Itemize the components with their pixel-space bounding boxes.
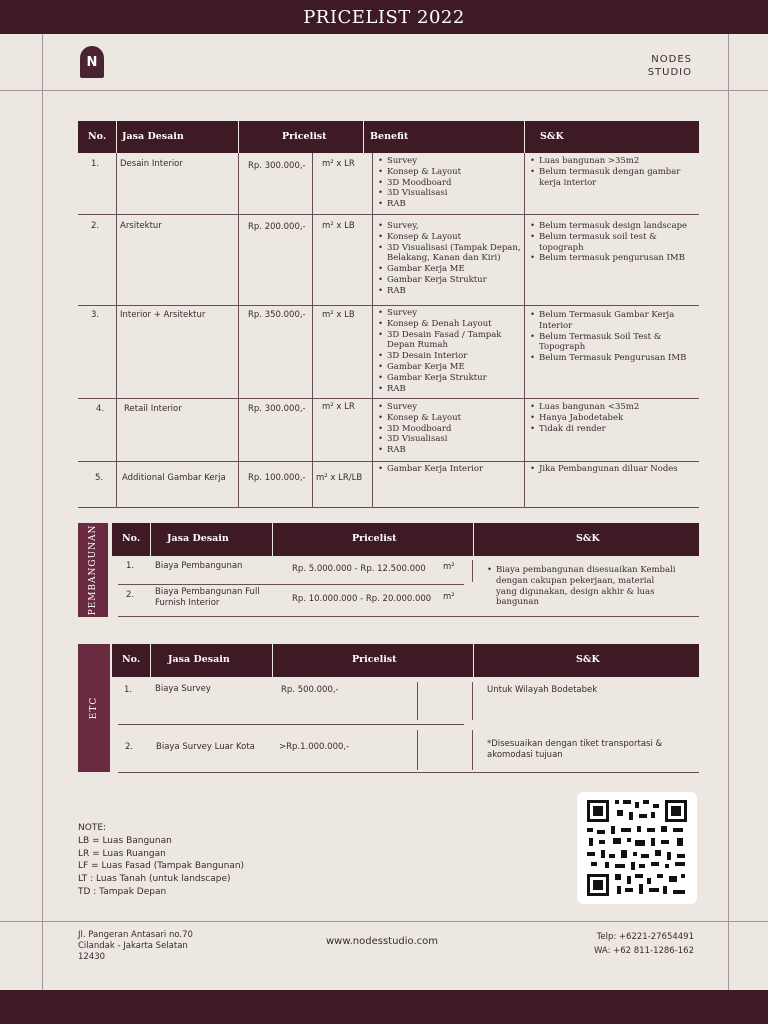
page-title: PRICELIST 2022 bbox=[303, 7, 465, 28]
col-line bbox=[472, 730, 473, 770]
row-divider bbox=[78, 398, 699, 399]
footer-website-link[interactable]: www.nodesstudio.com bbox=[326, 936, 439, 947]
row-price: Rp. 300.000,- bbox=[248, 404, 306, 414]
row-price: Rp. 350.000,- bbox=[248, 310, 306, 320]
list-item: • Survey, bbox=[378, 221, 523, 232]
row-unit: m² bbox=[443, 592, 455, 602]
pembangunan-terms bbox=[487, 565, 677, 608]
list-item: • Belum Termasuk Gambar Kerja Interior bbox=[530, 310, 695, 332]
header-pricelist: Pricelist bbox=[352, 654, 397, 665]
header-terms: S&K bbox=[540, 131, 564, 142]
list-item: • Luas bangunan <35m2 bbox=[530, 402, 695, 413]
col-line bbox=[417, 730, 418, 770]
row-service: Biaya Pembangunan Full Furnish Interior bbox=[155, 587, 260, 608]
row-terms: Untuk Wilayah Bodetabek bbox=[487, 685, 598, 695]
list-item: • 3D Visualisasi (Tampak Depan, Belakang, Kanan dan Kiri) bbox=[378, 243, 523, 265]
header-terms: S&K bbox=[576, 654, 600, 665]
list-item: • RAB bbox=[378, 286, 523, 297]
row-price: Rp. 100.000,- bbox=[248, 473, 306, 483]
row-service: Interior + Arsitektur bbox=[120, 310, 206, 320]
row-divider bbox=[78, 305, 699, 306]
header-no: No. bbox=[122, 533, 141, 544]
row-terms bbox=[530, 310, 695, 364]
brand-name-line2: STUDIO bbox=[647, 67, 692, 78]
pembangunan-table-header bbox=[112, 523, 699, 556]
list-item: LF = Luas Fasad (Tampak Bangunan) bbox=[78, 861, 245, 872]
row-terms bbox=[530, 156, 695, 188]
list-item: • Konsep & Layout bbox=[378, 232, 523, 243]
pembangunan-side-label: PEMBANGUNAN bbox=[78, 523, 108, 617]
header-terms: S&K bbox=[576, 533, 600, 544]
row-unit: m² x LB bbox=[322, 221, 355, 231]
row-price: Rp. 10.000.000 - Rp. 20.000.000 bbox=[292, 594, 432, 604]
row-no: 1. bbox=[124, 685, 133, 695]
row-benefits bbox=[378, 402, 523, 456]
address-line: Cilandak - Jakarta Selatan bbox=[78, 941, 188, 951]
row-terms bbox=[530, 464, 695, 475]
list-item: • RAB bbox=[378, 199, 523, 210]
row-no: 2. bbox=[91, 221, 100, 231]
list-item: • Belum termasuk dengan gambar kerja interior bbox=[530, 167, 695, 189]
row-divider bbox=[118, 724, 464, 725]
list-item: • Belum termasuk pengurusan IMB bbox=[530, 253, 695, 264]
row-price: Rp. 200.000,- bbox=[248, 222, 306, 232]
row-benefits bbox=[378, 156, 523, 210]
list-item: • Belum Termasuk Soil Test & Topograph bbox=[530, 332, 695, 354]
list-item: • RAB bbox=[378, 445, 523, 456]
row-divider bbox=[78, 461, 699, 462]
list-item: • 3D Moodboard bbox=[378, 424, 523, 435]
list-item: LT : Luas Tanah (untuk landscape) bbox=[78, 874, 231, 885]
row-terms: *Disesuaikan dengan tiket transportasi & akomodasi tujuan bbox=[487, 739, 663, 760]
list-item: • Jika Pembangunan diluar Nodes bbox=[530, 464, 695, 475]
bottom-bar bbox=[0, 990, 768, 1024]
main-table-header bbox=[78, 121, 699, 153]
row-service: Desain Interior bbox=[120, 159, 183, 169]
header-pricelist: Pricelist bbox=[352, 533, 397, 544]
etc-side-label: ETC bbox=[78, 644, 110, 772]
row-no: 5. bbox=[95, 473, 104, 483]
list-item: • Survey bbox=[378, 156, 523, 167]
frame-line-top bbox=[0, 90, 768, 91]
col-line bbox=[312, 153, 313, 507]
list-item: • Luas bangunan >35m2 bbox=[530, 156, 695, 167]
list-item: • 3D Moodboard bbox=[378, 178, 523, 189]
list-item: • Survey bbox=[378, 308, 523, 319]
row-service: Biaya Pembangunan bbox=[155, 561, 243, 571]
header-service: Jasa Desain bbox=[122, 131, 184, 142]
row-divider bbox=[78, 507, 699, 508]
row-service: Biaya Survey Luar Kota bbox=[156, 742, 255, 752]
col-line bbox=[472, 560, 473, 582]
row-service: Arsitektur bbox=[120, 221, 162, 231]
frame-line-bottom bbox=[0, 921, 768, 922]
row-no: 4. bbox=[96, 404, 105, 414]
row-unit: m² x LR/LB bbox=[316, 473, 363, 483]
row-price: >Rp.1.000.000,- bbox=[279, 742, 350, 752]
list-item: • Konsep & Layout bbox=[378, 167, 523, 178]
row-divider bbox=[118, 772, 699, 773]
row-unit: m² x LB bbox=[322, 310, 355, 320]
notes-title: NOTE: bbox=[78, 823, 107, 833]
list-item: • Gambar Kerja ME bbox=[378, 264, 523, 275]
brand-name-line1: NODES bbox=[651, 54, 692, 65]
qr-code-icon bbox=[577, 792, 697, 904]
row-no: 3. bbox=[91, 310, 100, 320]
row-price: Rp. 300.000,- bbox=[248, 161, 306, 171]
frame-line-right bbox=[728, 34, 729, 990]
row-service: Retail Interior bbox=[124, 404, 182, 414]
header-pricelist: Pricelist bbox=[282, 131, 327, 142]
etc-table-header bbox=[112, 644, 699, 677]
footer-address bbox=[78, 930, 193, 963]
col-line bbox=[417, 682, 418, 720]
header-no: No. bbox=[88, 131, 107, 142]
list-item: LB = Luas Bangunan bbox=[78, 835, 172, 846]
address-line: Jl. Pangeran Antasari no.70 bbox=[78, 930, 193, 940]
row-service: Additional Gambar Kerja bbox=[122, 473, 226, 483]
row-terms bbox=[530, 221, 695, 264]
col-line bbox=[524, 153, 525, 507]
footer-whatsapp: WA: +62 811-1286-162 bbox=[593, 946, 694, 956]
list-item: • Tidak di render bbox=[530, 424, 695, 435]
logo-icon: N bbox=[80, 46, 104, 78]
row-divider bbox=[78, 214, 699, 215]
list-item: • Belum termasuk design landscape bbox=[530, 221, 695, 232]
header-no: No. bbox=[122, 654, 141, 665]
row-benefits bbox=[378, 221, 523, 297]
notes bbox=[78, 822, 244, 899]
row-terms bbox=[530, 402, 695, 434]
list-item: • Gambar Kerja Struktur bbox=[378, 373, 523, 384]
row-no: 1. bbox=[126, 561, 135, 571]
footer-phone: Telp: +6221-27654491 bbox=[596, 932, 694, 942]
list-item: • Konsep & Layout bbox=[378, 413, 523, 424]
list-item: • Biaya pembangunan disesuaikan Kembali dengan cakupan pekerjaan, material yang digunakan, design akhir & luas bangunan bbox=[487, 565, 677, 608]
list-item: TD : Tampak Depan bbox=[78, 886, 167, 897]
header-service: Jasa Desain bbox=[167, 533, 229, 544]
list-item: LR = Luas Ruangan bbox=[78, 848, 166, 859]
list-item: • 3D Desain Interior bbox=[378, 351, 523, 362]
frame-line-left bbox=[42, 34, 43, 990]
row-divider bbox=[118, 584, 464, 585]
list-item: • Gambar Kerja Struktur bbox=[378, 275, 523, 286]
list-item: • RAB bbox=[378, 384, 523, 395]
col-line bbox=[116, 153, 117, 507]
page-title-bar bbox=[0, 0, 768, 34]
col-line bbox=[372, 153, 373, 507]
row-no: 1. bbox=[91, 159, 100, 169]
col-line bbox=[472, 682, 473, 720]
row-price: Rp. 5.000.000 - Rp. 12.500.000 bbox=[292, 564, 426, 574]
list-item: • Gambar Kerja ME bbox=[378, 362, 523, 373]
row-service: Biaya Survey bbox=[155, 684, 211, 694]
row-unit: m² x LR bbox=[322, 159, 355, 169]
row-benefits bbox=[378, 308, 523, 394]
header-service: Jasa Desain bbox=[168, 654, 230, 665]
list-item: • Belum Termasuk Pengurusan IMB bbox=[530, 353, 695, 364]
row-no: 2. bbox=[126, 590, 135, 600]
row-no: 2. bbox=[125, 742, 134, 752]
list-item: • Konsep & Denah Layout bbox=[378, 319, 523, 330]
col-line bbox=[238, 153, 239, 507]
list-item: • Survey bbox=[378, 402, 523, 413]
list-item: • Hanya Jabodetabek bbox=[530, 413, 695, 424]
row-divider bbox=[118, 616, 699, 617]
list-item: • Belum termasuk soil test & topograph bbox=[530, 232, 695, 254]
list-item: • 3D Desain Fasad / Tampak Depan Rumah bbox=[378, 330, 523, 352]
list-item: • 3D Visualisasi bbox=[378, 434, 523, 445]
row-unit: m² x LR bbox=[322, 402, 355, 412]
footer-contact bbox=[570, 930, 694, 958]
list-item: • 3D Visualisasi bbox=[378, 188, 523, 199]
list-item: • Gambar Kerja Interior bbox=[378, 464, 523, 475]
row-price: Rp. 500.000,- bbox=[281, 685, 339, 695]
row-benefits bbox=[378, 464, 523, 475]
header-benefit: Benefit bbox=[370, 131, 409, 142]
address-line: 12430 bbox=[78, 952, 106, 962]
row-unit: m² bbox=[443, 562, 455, 572]
brand-name bbox=[620, 53, 692, 79]
